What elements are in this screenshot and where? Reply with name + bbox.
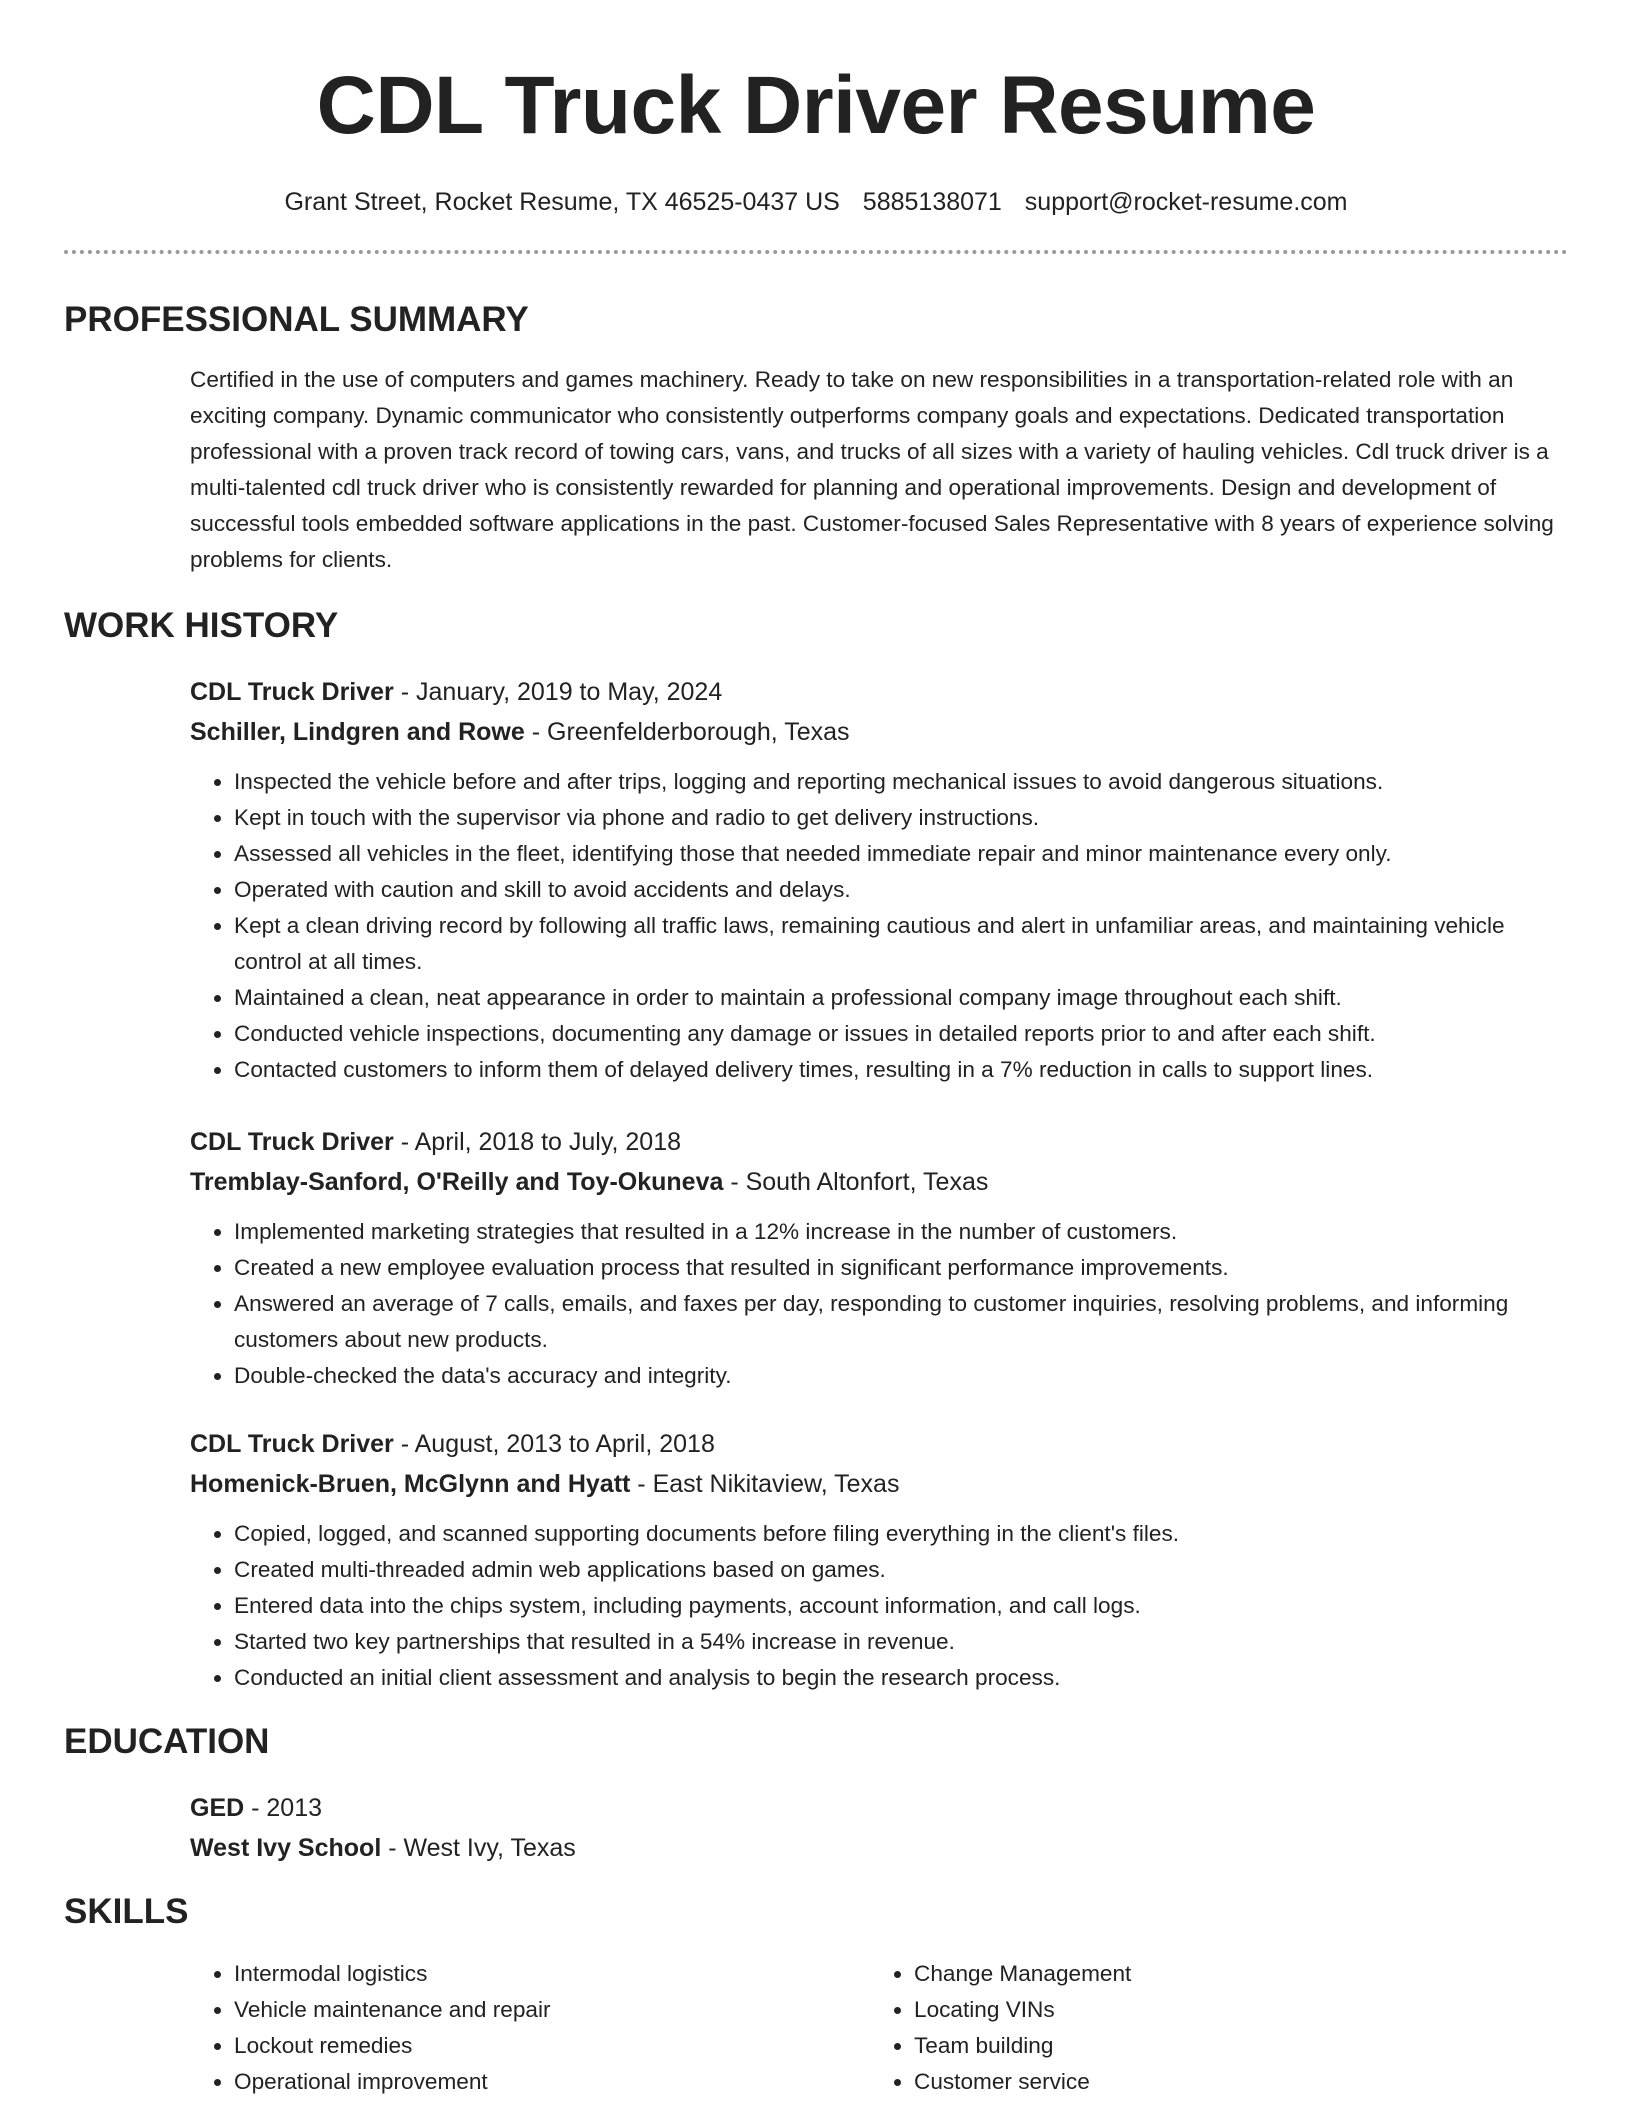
list-item: • Copied, logged, and scanned supporting documents before filing everything in the client's files. <box>234 1516 1568 1552</box>
list-item: • Implemented marketing strategies that resulted in a 12% increase in the number of customers. <box>234 1214 1568 1250</box>
summary-section <box>64 298 1568 578</box>
list-item: • Contacted customers to inform them of delayed delivery times, resulting in a 7% reduction in calls to support lines. <box>234 1052 1568 1088</box>
job-entry <box>190 1122 1568 1394</box>
job-company: Tremblay-Sanford, O'Reilly and Toy-Okuneva <box>190 1168 724 1196</box>
page-title: CDL Truck Driver Resume <box>316 60 1316 151</box>
skill-item: • Lockout remedies <box>234 2028 870 2064</box>
list-item: • Assessed all vehicles in the fleet, identifying those that needed immediate repair and minor maintenance every only. <box>234 836 1568 872</box>
education-location: - West Ivy, Texas <box>381 1834 576 1862</box>
header-divider <box>64 250 1568 254</box>
skills-list-left <box>190 1956 870 2100</box>
list-item: • Operated with caution and skill to avoid accidents and delays. <box>234 872 1568 908</box>
list-item: • Started two key partnerships that resulted in a 54% increase in revenue. <box>234 1624 1568 1660</box>
contact-phone: 5885138071 <box>862 188 1002 216</box>
job-location: - Greenfelderborough, Texas <box>524 718 850 746</box>
list-item: • Answered an average of 7 calls, emails, and faxes per day, responding to customer inquiries, resolving problems, and informing customers about new products. <box>234 1286 1568 1358</box>
summary-heading: PROFESSIONAL SUMMARY <box>64 300 529 339</box>
job-title: CDL Truck Driver <box>190 1430 394 1458</box>
skill-item: • Customer service <box>914 2064 1510 2100</box>
contact-email: support@rocket-resume.com <box>1024 188 1348 216</box>
job-title-line <box>190 672 1568 712</box>
job-title: CDL Truck Driver <box>190 678 394 706</box>
job-title-line <box>190 1424 1568 1464</box>
job-company-line <box>190 712 1568 752</box>
education-degree-line <box>190 1788 1568 1828</box>
skill-item: • Team building <box>914 2028 1510 2064</box>
list-item: • Kept in touch with the supervisor via phone and radio to get delivery instructions. <box>234 800 1568 836</box>
summary-text: Certified in the use of computers and games machinery. Ready to take on new responsibilities in a transportation-related role with an exciting company. Dynamic communicator who consistently outperforms company goals and expectations. Dedicated transportation professional with a proven track record of towing cars, vans, and trucks of all sizes with a variety of hauling vehicles. Cdl truck driver is a multi-talented cdl truck driver who is consistently rewarded for planning and operational improvements. Design and development of successful tools embedded software applications in the past. Customer-focused Sales Representative with 8 years of experience solving problems for clients. <box>190 367 1554 572</box>
job-bullets <box>190 764 1568 1088</box>
skill-item: • Locating VINs <box>914 1992 1510 2028</box>
list-item: • Maintained a clean, neat appearance in order to maintain a professional company image throughout each shift. <box>234 980 1568 1016</box>
list-item: • Created multi-threaded admin web applications based on games. <box>234 1552 1568 1588</box>
job-dates: - January, 2019 to May, 2024 <box>393 678 723 706</box>
skills-section <box>64 1890 1568 2100</box>
education-school-line <box>190 1828 1568 1868</box>
education-entry <box>190 1788 1568 1868</box>
work-history-heading: WORK HISTORY <box>64 606 339 645</box>
job-location: - East Nikitaview, Texas <box>630 1470 900 1498</box>
job-dates: - April, 2018 to July, 2018 <box>393 1128 682 1156</box>
job-company: Homenick-Bruen, McGlynn and Hyatt <box>190 1470 631 1498</box>
job-dates: - August, 2013 to April, 2018 <box>393 1430 715 1458</box>
education-section <box>64 1720 1568 1868</box>
education-heading: EDUCATION <box>64 1722 270 1761</box>
education-year: - 2013 <box>244 1794 323 1822</box>
job-company-line <box>190 1464 1568 1504</box>
job-bullets <box>190 1214 1568 1394</box>
skill-item: • Change Management <box>914 1956 1510 1992</box>
contact-address: Grant Street, Rocket Resume, TX 46525-0437 US <box>284 188 840 216</box>
job-location: - South Altonfort, Texas <box>723 1168 989 1196</box>
skills-heading: SKILLS <box>64 1892 189 1931</box>
skill-item: • Intermodal logistics <box>234 1956 870 1992</box>
job-title: CDL Truck Driver <box>190 1128 394 1156</box>
skills-columns <box>190 1956 1568 2100</box>
work-history-section <box>64 604 1568 1696</box>
list-item: • Conducted vehicle inspections, documenting any damage or issues in detailed reports prior to and after each shift. <box>234 1016 1568 1052</box>
job-title-line <box>190 1122 1568 1162</box>
list-item: • Double-checked the data's accuracy and integrity. <box>234 1358 1568 1394</box>
job-company-line <box>190 1162 1568 1202</box>
job-bullets <box>190 1516 1568 1696</box>
skill-item: • Vehicle maintenance and repair <box>234 1992 870 2028</box>
job-company: Schiller, Lindgren and Rowe <box>190 718 525 746</box>
list-item: • Created a new employee evaluation process that resulted in significant performance improvements. <box>234 1250 1568 1286</box>
skill-item: • Operational improvement <box>234 2064 870 2100</box>
education-degree: GED <box>190 1794 245 1822</box>
list-item: • Kept a clean driving record by following all traffic laws, remaining cautious and alert in unfamiliar areas, and maintaining vehicle control at all times. <box>234 908 1568 980</box>
list-item: • Entered data into the chips system, including payments, account information, and call logs. <box>234 1588 1568 1624</box>
list-item: • Inspected the vehicle before and after trips, logging and reporting mechanical issues to avoid dangerous situations. <box>234 764 1568 800</box>
contact-line <box>64 186 1568 218</box>
job-entry <box>190 1424 1568 1696</box>
list-item: • Conducted an initial client assessment and analysis to begin the research process. <box>234 1660 1568 1696</box>
job-entry <box>190 672 1568 1088</box>
skills-list-right <box>870 1956 1510 2100</box>
education-school: West Ivy School <box>190 1834 382 1862</box>
